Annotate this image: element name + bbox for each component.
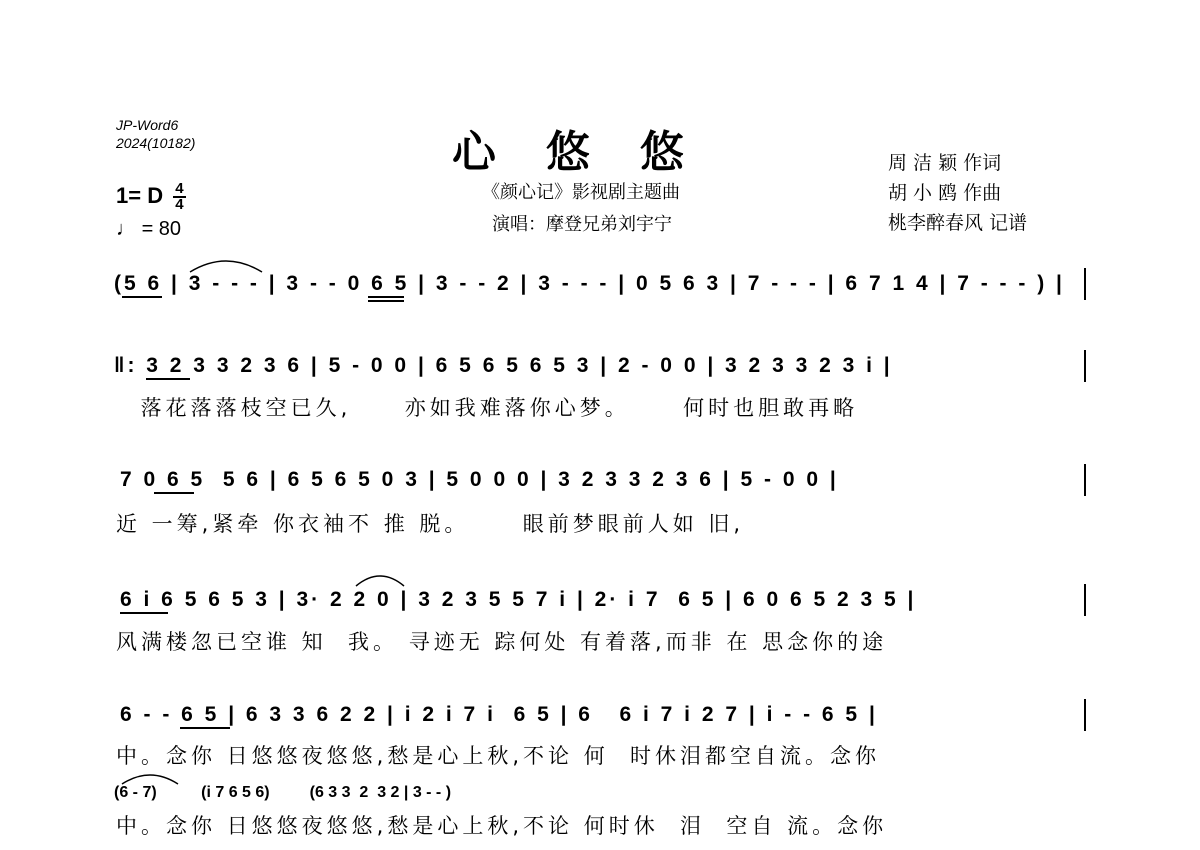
singer-credit: 演唱：摩登兄弟刘宇宁 xyxy=(492,214,672,235)
lyric-line-alt: 中。念你 日悠悠夜悠悠,愁是心上秋,不论 何时休 泪 空自 流。念你 xyxy=(116,814,888,838)
key-label: 1= D xyxy=(116,182,164,208)
slur-mark xyxy=(118,770,182,786)
transcriber-credit: 桃李醉春风 记谱 xyxy=(888,212,1028,234)
lyric-line-1: 落花落落枝空已久, 亦如我难落你心梦。 何时也胆敢再略 xyxy=(130,396,859,420)
quarter-note-icon: ♩ xyxy=(116,218,136,240)
underline-mark xyxy=(120,612,168,614)
underline-mark xyxy=(154,492,194,494)
serial-label: 2024(10182) xyxy=(116,135,196,151)
slur-mark xyxy=(352,570,408,588)
underline-mark xyxy=(146,378,190,380)
underline-mark xyxy=(122,296,162,298)
notation-line-4: 6 - - 6 5 | 6 3 3 6 2 2 | i 2 i 7 i 6 5 | 6 6 i 7 i 2 7 | i - - 6 5 | xyxy=(120,703,878,726)
notation-line-2: 7 0 6 5 5 6 | 6 5 6 5 0 3 | 5 0 0 0 | 3 2 3 3 2 3 6 | 5 - 0 0 | xyxy=(120,468,839,491)
slur-mark xyxy=(186,254,266,274)
software-label: JP-Word6 xyxy=(116,117,179,133)
barline xyxy=(1084,464,1086,496)
notation-line-intro: (5 6 | 3 - - - | 3 - - 0 6 5 | 3 - - 2 | 3 - - - | 0 5 6 3 | 7 - - - | 6 7 1 4 | 7 - - - ) | xyxy=(114,272,1065,295)
key-signature xyxy=(116,182,186,212)
tempo-value: = 80 xyxy=(141,218,182,240)
subtitle: 《颜心记》影视剧主题曲 xyxy=(482,182,680,203)
underline-mark xyxy=(180,727,230,729)
notation-line-1: ‖: 3 2 3 3 2 3 6 | 5 - 0 0 | 6 5 6 5 6 5 3 | 2 - 0 0 | 3 2 3 3 2 3 i | xyxy=(114,354,893,377)
lyric-line-4: 中。念你 日悠悠夜悠悠,愁是心上秋,不论 何 时休泪都空自流。念你 xyxy=(116,744,881,768)
time-top: 4 xyxy=(175,180,184,197)
barline xyxy=(1084,699,1086,731)
lyricist-credit: 周 洁 颖 作词 xyxy=(888,152,1002,174)
underline-mark xyxy=(368,296,404,298)
notation-line-3: 6 i 6 5 6 5 3 | 3· 2 2 0 | 3 2 3 5 5 7 i | 2· i 7 6 5 | 6 0 6 5 2 3 5 | xyxy=(120,588,917,611)
lyric-line-3: 风满楼忽已空谁 知 我。 寻迹无 踪何处 有着落,而非 在 思念你的途 xyxy=(116,630,888,654)
page-title: 心悠悠 xyxy=(452,127,734,178)
tempo-marking xyxy=(116,218,181,241)
notation-line-alt: (6 - 7) (i 7 6 5 6) (6 3 3 2 3 2 | 3 - - ) xyxy=(114,784,452,801)
lyric-line-2: 近 一筹,紧牵 你衣袖不 推 脱。 眼前梦眼前人如 旧, xyxy=(116,512,745,536)
barline xyxy=(1084,584,1086,616)
time-signature xyxy=(173,182,185,212)
composer-credit: 胡 小 鸥 作曲 xyxy=(888,182,1002,204)
barline xyxy=(1084,350,1086,382)
time-bottom: 4 xyxy=(175,196,184,213)
barline xyxy=(1084,268,1086,300)
underline-mark xyxy=(368,300,404,302)
